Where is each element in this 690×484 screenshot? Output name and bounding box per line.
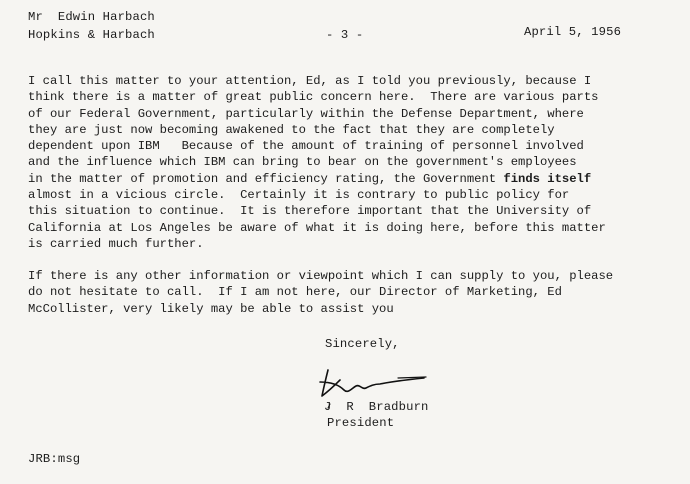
signer-name: J R Bradburn — [324, 400, 429, 414]
paragraph-line: do not hesitate to call. If I am not here, our Director of Marketing, Ed — [28, 285, 562, 300]
bold-phrase: finds itself — [503, 171, 592, 186]
paragraph-line: almost in a vicious circle. Certainly it is contrary to public policy for — [28, 188, 570, 203]
paragraph-line: California at Los Angeles be aware of what it is doing here, before this matter — [28, 220, 606, 235]
paragraph-line: and the influence which IBM can bring to bear on the government's employees — [28, 155, 577, 170]
paragraph-line: of our Federal Government, particularly within the Defense Department, where — [28, 106, 584, 121]
paragraph-line: they are just now becoming awakened to the fact that they are completely — [28, 122, 555, 137]
paragraph-line: McCollister, very likely may be able to assist you — [28, 301, 394, 316]
typist-initials: JRB:msg — [28, 452, 81, 466]
letter-date: April 5, 1956 — [524, 25, 622, 39]
paragraph-line: I call this matter to your attention, Ed, as I told you previously, because I — [28, 74, 592, 88]
paragraph-line: is carried much further. — [28, 236, 204, 251]
paragraph-line-with-bold — [28, 171, 668, 187]
paragraph-line: this situation to continue. It is therefore important that the University of — [28, 204, 592, 219]
paragraph-line: If there is any other information or viewpoint which I can supply to you, please — [28, 269, 614, 283]
recipient-company: Hopkins & Harbach — [28, 28, 155, 42]
paragraph-line: dependent upon IBM Because of the amount of training of personnel involved — [28, 139, 584, 154]
recipient-name: Mr Edwin Harbach — [28, 10, 155, 24]
signer-title: President — [327, 416, 395, 430]
page-number: - 3 - — [326, 28, 364, 42]
closing-salutation: Sincerely, — [325, 337, 400, 351]
body-paragraph-1 — [28, 73, 668, 252]
paragraph-line: think there is a matter of great public concern here. There are various parts — [28, 90, 599, 105]
body-paragraph-2 — [28, 268, 668, 317]
paragraph-line-start: in the matter of promotion and efficiency rating, the Government — [28, 171, 504, 186]
